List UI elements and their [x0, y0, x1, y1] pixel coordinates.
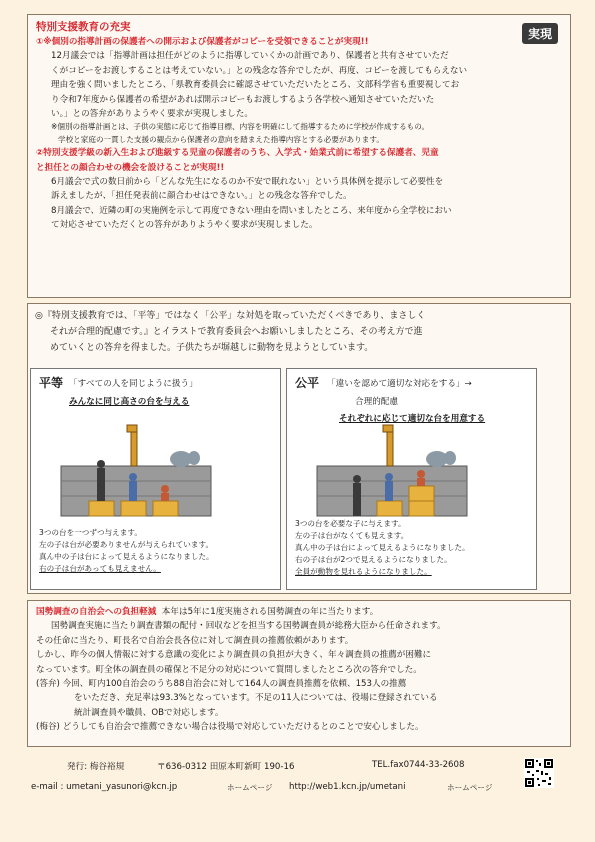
census-line: その任命に当たり、町長名で自治会長各位に対して調査員の推薦依頼があります。 [36, 635, 354, 646]
email-link[interactable]: e-mail : umetani_yasunori@kcn.jp [31, 782, 178, 792]
equality-caption-line: 3つの台を一つずつ与えます。 [39, 528, 142, 537]
answer-line: (答弁) 今回、町内100自治会のうち88自治会に対して164人の調査員推薦を依頼、153人の推薦 [36, 679, 407, 690]
item2-title: と担任との顔合わせの機会を設けることが実現!! [36, 162, 225, 173]
item1-title: ①※個別の指導計画の保護者への開示および保護者がコピーを受領できることが実現!! [36, 37, 369, 47]
note-line: 学校と家庭の一貫した支援の観点から保護者の意向を踏まえた指導内容とする必要があります。 [58, 134, 384, 144]
special-education-section [27, 14, 571, 298]
equity-subtitle: それぞれに応じて適切な台を用意する [339, 414, 486, 424]
equality-panel [30, 368, 281, 590]
intro-line: めていくとの答弁を得ました。子供たちが塀越しに動物を見ようとしています。 [50, 343, 374, 353]
census-heading-rest: 本年は5年に1度実施される国勢調査の年に当たります。 [161, 607, 379, 617]
equity-quote: 「違いを認めて適切な対応をする」→ [327, 379, 472, 389]
item1-line: 12月議会では「指導計画は担任がどのように指導していくかの計画であり、保護者と共有させていただ [51, 51, 449, 62]
item1-line: くがコピーをお渡しすることは考えていない。」との残念な答弁でしたが、再度、コピーを渡してもらえない [51, 65, 468, 76]
item1-line: い。」との答弁がありようやく要求が実現しました。 [51, 109, 253, 120]
section-heading: 特別支援教育の充実 [36, 21, 131, 33]
tel-fax: TEL.fax0744-33-2608 [372, 760, 465, 770]
item2-line: 6月議会で式の数日前から「どんな先生になるのか不安で眠れない」という具体例を提示して必要性を [51, 177, 444, 188]
publisher: 発行: 梅谷裕規 [67, 762, 125, 772]
equity-caption-line: 左の子は台がなくても見えます。 [295, 531, 409, 540]
closing-line: (梅谷) どうしても自治会で推薦できない場合は役場で対応していただけるとのことで安心しました。 [36, 722, 424, 733]
census-line: 国勢調査実施に当たり調査書類の配付・回収などを担当する国勢調査員が総務大臣から任命されます。 [51, 621, 446, 632]
intro-line: それが合理的配慮です。』とイラストで教育委員会へお願いしましたところ、その考え方で進 [50, 327, 423, 337]
homepage-label-qr: ホームページ [447, 783, 493, 792]
footer [27, 752, 571, 832]
census-line: しかし、昨今の個人情報に対する意識の変化により調査員の負担が大きく、年々調査員の推薦が困難に [36, 650, 432, 661]
equity-caption-line: 全員が動物を見れるようになりました。 [295, 567, 432, 576]
achieved-badge: 実現 [522, 23, 558, 44]
answer-line: 統計調査員や職員、OBで対応します。 [74, 707, 224, 718]
equality-caption-line: 左の子は台が必要ありませんが与えられています。 [39, 540, 214, 549]
item2-line: て対応させていただくとの答弁がありようやく要求が実現しました。 [51, 220, 318, 231]
equity-caption-line: 真ん中の子は台によって見えるようになりました。 [295, 543, 470, 552]
census-heading: 国勢調査の自治会への負担軽減 [36, 607, 157, 617]
item2-line: 8月議会で、近隣の町の実施例を示して再度できない理由を問いましたところ、来年度から全学校におい [51, 205, 452, 216]
item1-line: り令和7年度から保護者の希望があれば開示コピーもお渡しするよう各学校へ通知させていただいた [51, 94, 435, 105]
equality-illustration [31, 421, 280, 521]
equality-subtitle: みんなに同じ高さの台を与える [69, 397, 190, 407]
equality-caption-line: 真ん中の子は台によって見えるようになりました。 [39, 552, 214, 561]
equality-quote: 「すべての人を同じように扱う」 [69, 379, 198, 389]
address: 〒636-0312 田原本町新町 190-16 [157, 762, 295, 772]
equity-title: 公平 [295, 376, 320, 390]
note-line: ※個別の指導計画とは、子供の実態に応じて指導目標、内容を明確にして指導するために学校が作成するもの。 [51, 122, 430, 132]
item2-title: ②特別支援学級の新入生および進級する児童の保護者のうち、入学式・始業式前に希望する保護者、児童 [36, 148, 439, 159]
equity-panel [286, 368, 537, 590]
homepage-url-link[interactable]: http://web1.kcn.jp/umetani [289, 782, 406, 792]
equity-caption-line: 3つの台を必要な子に与えます。 [295, 519, 406, 528]
equality-title: 平等 [39, 376, 64, 390]
answer-line: をいただき、充足率は93.3%となっています。不足の11人については、役場に登録されている [74, 693, 438, 704]
equality-caption-line: 右の子は台があっても見えません。 [39, 564, 161, 573]
census-line: なっています。町全体の調査員の確保と不足分の対応について質問しましたところ次の答弁でした。 [36, 664, 422, 675]
equity-caption-line: 右の子は台が2つで見えるようになりました。 [295, 555, 452, 564]
item1-line: 理由を強く問いましたところ、「県教育委員会に確認させていただいたところ、文部科学省も重要視してお [51, 80, 460, 91]
equity-illustration [287, 421, 536, 521]
equity-quote-term: 合理的配慮 [355, 397, 398, 407]
intro-line: ◎『特別支援教育では、「平等」ではなく「公平」な対処を取っていただくべきであり、まさしく [35, 311, 426, 321]
item2-line: 訴えましたが、「担任発表前に顔合わせはできない。」との残念な答弁でした。 [51, 191, 352, 202]
census-section [27, 600, 571, 747]
qr-code-icon[interactable] [524, 758, 554, 788]
homepage-label: ホームページ [227, 783, 273, 792]
